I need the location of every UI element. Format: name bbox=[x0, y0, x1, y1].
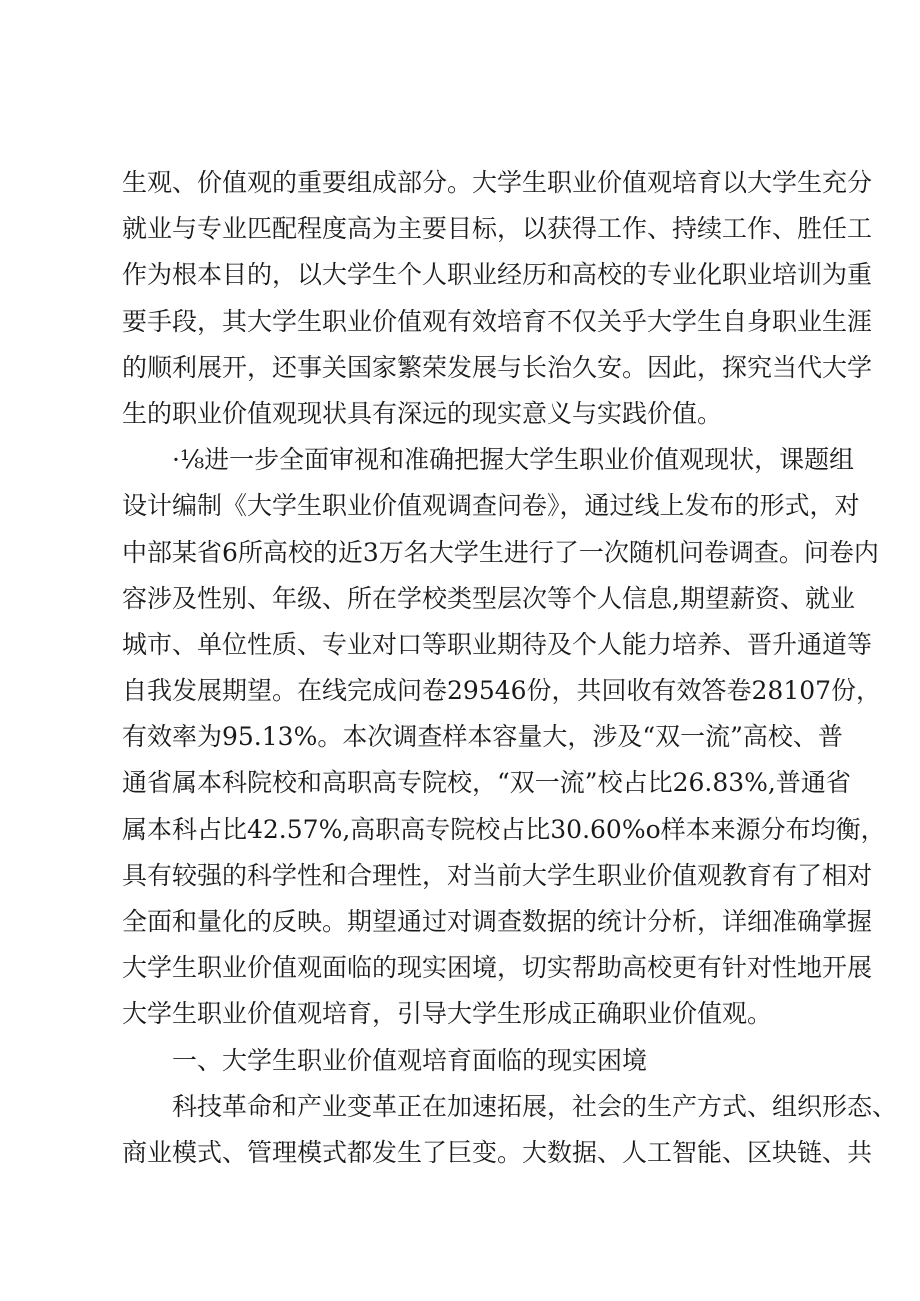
text-line: 容涉及性别、年级、所在学校类型层次等个人信息,期望薪资、就业 bbox=[122, 583, 855, 613]
text-line: 城市、单位性质、专业对口等职业期待及个人能力培养、晋升通道等 bbox=[122, 629, 873, 659]
text-line: 全面和量化的反映。期望通过对调查数据的统计分析，详细准确掌握 bbox=[122, 907, 873, 936]
text-line: 中部某省6所高校的近3万名大学生进行了一次随机问卷调查。问卷内 bbox=[122, 537, 879, 567]
text-line: 商业模式、管理模式都发生了巨变。大数据、人工智能、区块链、共 bbox=[122, 1137, 873, 1167]
text-line: 生观、价值观的重要组成部分。大学生职业价值观培育以大学生充分 bbox=[122, 168, 873, 197]
text-line: 通省属本科院校和高职高专院校，“双一流”校占比26.83%,普通省 bbox=[122, 768, 851, 798]
text-line: ·⅛进一步全面审视和准确把握大学生职业价值观现状，课题组 bbox=[172, 445, 855, 475]
text-line: 属本科占比42.57%,高职高专院校占比30.60%o样本来源分布均衡， bbox=[122, 814, 886, 844]
text-line: 生的职业价值观现状具有深远的现实意义与实践价值。 bbox=[122, 398, 723, 428]
text-line: 一、大学生职业价值观培育面临的现实困境 bbox=[172, 1045, 648, 1075]
text-line: 有效率为95.13%。本次调查样本容量大，涉及“双一流”高校、普 bbox=[122, 722, 843, 752]
text-line: 大学生职业价值观培育，引导大学生形成正确职业价值观。 bbox=[122, 999, 773, 1029]
text-line: 要手段，其大学生职业价值观有效培育不仅关乎大学生自身职业生涯 bbox=[122, 306, 873, 336]
text-line: 科技革命和产业变革正在加速拓展，社会的生产方式、组织形态、 bbox=[172, 1091, 898, 1121]
text-line: 作为根本目的，以大学生个人职业经历和高校的专业化职业培训为重 bbox=[122, 260, 873, 290]
text-line: 具有较强的科学性和合理性，对当前大学生职业价值观教育有了相对 bbox=[122, 860, 873, 890]
text-line: 自我发展期望。在线完成问卷29546份，共回收有效答卷28107份， bbox=[122, 676, 882, 706]
body-text bbox=[122, 160, 898, 1176]
text-line: 设计编制《大学生职业价值观调查问卷》，通过线上发布的形式，对 bbox=[122, 491, 860, 521]
text-line: 就业与专业匹配程度高为主要目标，以获得工作、持续工作、胜任工 bbox=[122, 214, 873, 244]
text-line: 大学生职业价值观面临的现实困境，切实帮助高校更有针对性地开展 bbox=[122, 953, 873, 983]
text-line: 的顺利展开，还事关国家繁荣发展与长治久安。因此，探究当代大学 bbox=[122, 352, 873, 382]
